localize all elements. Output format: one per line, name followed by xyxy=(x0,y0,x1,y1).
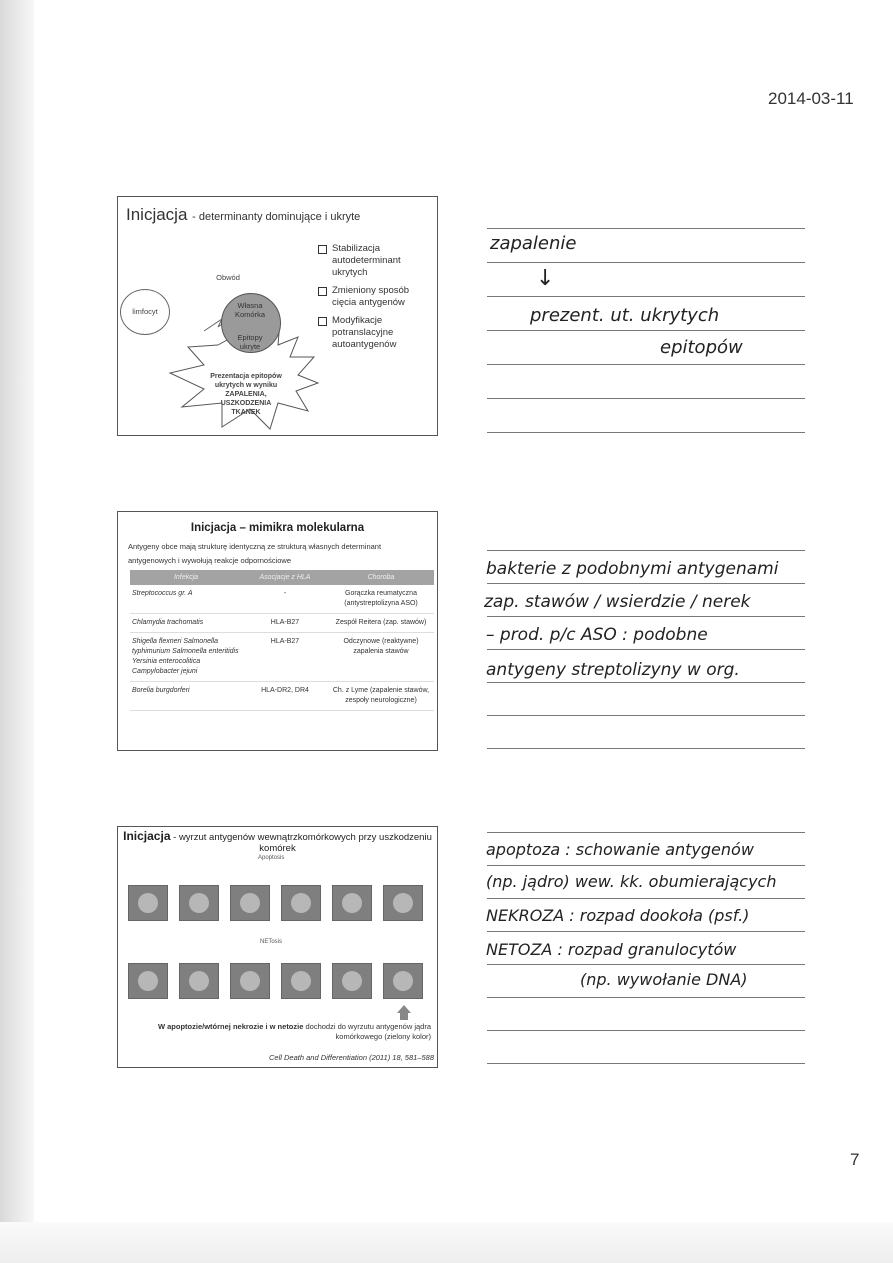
handwritten-note: (np. wywołanie DNA) xyxy=(580,970,748,989)
table-cell: Streptococcus gr. A xyxy=(130,585,242,614)
micrograph-image xyxy=(281,885,321,921)
table-row xyxy=(130,614,434,633)
note-rule-line xyxy=(487,583,805,584)
slide-2 xyxy=(117,511,438,751)
slide-1-title: Inicjacja - determinanty dominujące i ukryte xyxy=(126,205,361,224)
note-rule-line xyxy=(487,296,805,297)
table-cell: Odczynowe (reaktywne) zapalenia stawów xyxy=(328,633,434,682)
table-cell: - xyxy=(242,585,328,614)
note-rule-line xyxy=(487,715,805,716)
slide-2-intro: Antygeny obce mają strukturę identyczną ze strukturą własnych determinant antygenowych i wywołują reakcje odpornościowe xyxy=(128,542,382,565)
note-rule-line xyxy=(487,931,805,932)
label-wlasna-komorka: Własna Komórka xyxy=(234,301,265,319)
arrow-stem xyxy=(400,1013,408,1020)
micrograph-image xyxy=(179,963,219,999)
micrograph-image xyxy=(383,885,423,921)
scan-bottom xyxy=(0,1222,893,1263)
table-cell: HLA-DR2, DR4 xyxy=(242,682,328,711)
note-rule-line xyxy=(487,330,805,331)
table-header: Asocjacje z HLA xyxy=(242,570,328,585)
handwritten-note: zap. stawów / wsierdzie / nerek xyxy=(484,592,751,612)
section-netosis-label: NETosis xyxy=(260,939,283,945)
micrograph-image xyxy=(332,963,372,999)
note-rule-line xyxy=(487,364,805,365)
note-rule-line xyxy=(487,865,805,866)
note-rule-line xyxy=(487,432,805,433)
table-row xyxy=(130,585,434,614)
handwritten-note: apoptoza : schowanie antygenów xyxy=(486,840,754,859)
mimicry-table xyxy=(130,570,434,711)
slide-2-title: Inicjacja – mimikra molekularna xyxy=(190,522,365,534)
note-rule-line xyxy=(487,262,805,263)
table-cell: HLA-B27 xyxy=(242,633,328,682)
handwritten-note: zapalenie xyxy=(490,233,577,254)
handwritten-note: ↓ xyxy=(536,266,555,291)
note-rule-line xyxy=(487,682,805,683)
bullet-item: Stabilizacja autodeterminant ukrytych xyxy=(318,243,433,279)
label-limfocyt: limfocyt xyxy=(132,307,158,316)
micrograph-image xyxy=(383,963,423,999)
note-rule-line xyxy=(487,649,805,650)
note-rule-line xyxy=(487,550,805,551)
note-rule-line xyxy=(487,228,805,229)
section-apoptosis-label: Apoptosis xyxy=(258,855,285,861)
slide-3-title: Inicjacja - wyrzut antygenów wewnątrzkomórkowych przy uszkodzeniu komórek xyxy=(123,829,432,854)
arrow-up-icon xyxy=(397,1005,411,1013)
slide-1 xyxy=(117,196,438,436)
note-rule-line xyxy=(487,1063,805,1064)
table-cell: Shigella flexneri Salmonella typhimurium Salmonella enteritidis Yersinia enterocolitica Campylobacter jejuni xyxy=(130,633,242,682)
note-rule-line xyxy=(487,898,805,899)
label-prezentacja: Prezentacja epitopów ukrytych w wyniku ZAPALENIA, USZKODZENIA TKANEK xyxy=(210,373,282,416)
slide-1-subtitle: - determinanty dominujące i ukryte xyxy=(192,211,361,223)
page-date: 2014-03-11 xyxy=(768,89,854,108)
slide-3-note: W apoptozie/wtórnej nekrozie i w netozie dochodzi do wyrzutu antygenów jądra komórkowego (zielony kolor) xyxy=(157,1022,431,1041)
table-header: Infekcja xyxy=(130,570,242,585)
slide-1-bullets xyxy=(318,243,433,357)
handwritten-note: epitopów xyxy=(660,337,743,358)
table-header: Choroba xyxy=(328,570,434,585)
table-row xyxy=(130,682,434,711)
table-cell: Chlamydia trachomatis xyxy=(130,614,242,633)
table-header-row xyxy=(130,570,434,585)
note-rule-line xyxy=(487,964,805,965)
table-cell: Ch. z Lyme (zapalenie stawów, zespoły neurologiczne) xyxy=(328,682,434,711)
bullet-item: Modyfikacje potranslacyjne autoantygenów xyxy=(318,315,433,351)
handwritten-note: – prod. p/c ASO : podobne xyxy=(486,625,708,645)
table-cell: Borelia burgdorferi xyxy=(130,682,242,711)
handwritten-note: NETOZA : rozpad granulocytów xyxy=(486,940,737,959)
handwritten-note: bakterie z podobnymi antygenami xyxy=(486,559,779,579)
handwritten-note: (np. jądro) wew. kk. obumierających xyxy=(486,872,777,891)
page-number: 7 xyxy=(850,1150,860,1169)
slide-3-citation: Cell Death and Differentiation (2011) 18, 581–588 xyxy=(269,1053,434,1062)
note-rule-line xyxy=(487,398,805,399)
micrograph-image xyxy=(179,885,219,921)
micrograph-image xyxy=(281,963,321,999)
table-cell: Zespół Reitera (zap. stawów) xyxy=(328,614,434,633)
table-cell: HLA-B27 xyxy=(242,614,328,633)
micrograph-image xyxy=(128,885,168,921)
note-rule-line xyxy=(487,832,805,833)
table-row xyxy=(130,633,434,682)
note-rule-line xyxy=(487,997,805,998)
handwritten-note: NEKROZA : rozpad dookoła (psf.) xyxy=(486,906,750,925)
handwritten-note: prezent. ut. ukrytych xyxy=(530,305,720,326)
micrograph-image xyxy=(128,963,168,999)
table-cell: Gorączka reumatyczna (antystreptolizyna ASO) xyxy=(328,585,434,614)
handwritten-note: antygeny streptolizyny w org. xyxy=(486,660,740,680)
note-rule-line xyxy=(487,748,805,749)
note-rule-line xyxy=(487,1030,805,1031)
bullet-item: Zmieniony sposób cięcia antygenów xyxy=(318,285,433,309)
label-obwod: Obwód xyxy=(216,273,240,282)
slide-3 xyxy=(117,826,438,1068)
scan-edge xyxy=(0,0,34,1263)
note-rule-line xyxy=(487,616,805,617)
micrograph-image xyxy=(332,885,372,921)
label-epitopy: Epitopy ukryte xyxy=(237,333,263,351)
micrograph-image xyxy=(230,963,270,999)
micrograph-image xyxy=(230,885,270,921)
